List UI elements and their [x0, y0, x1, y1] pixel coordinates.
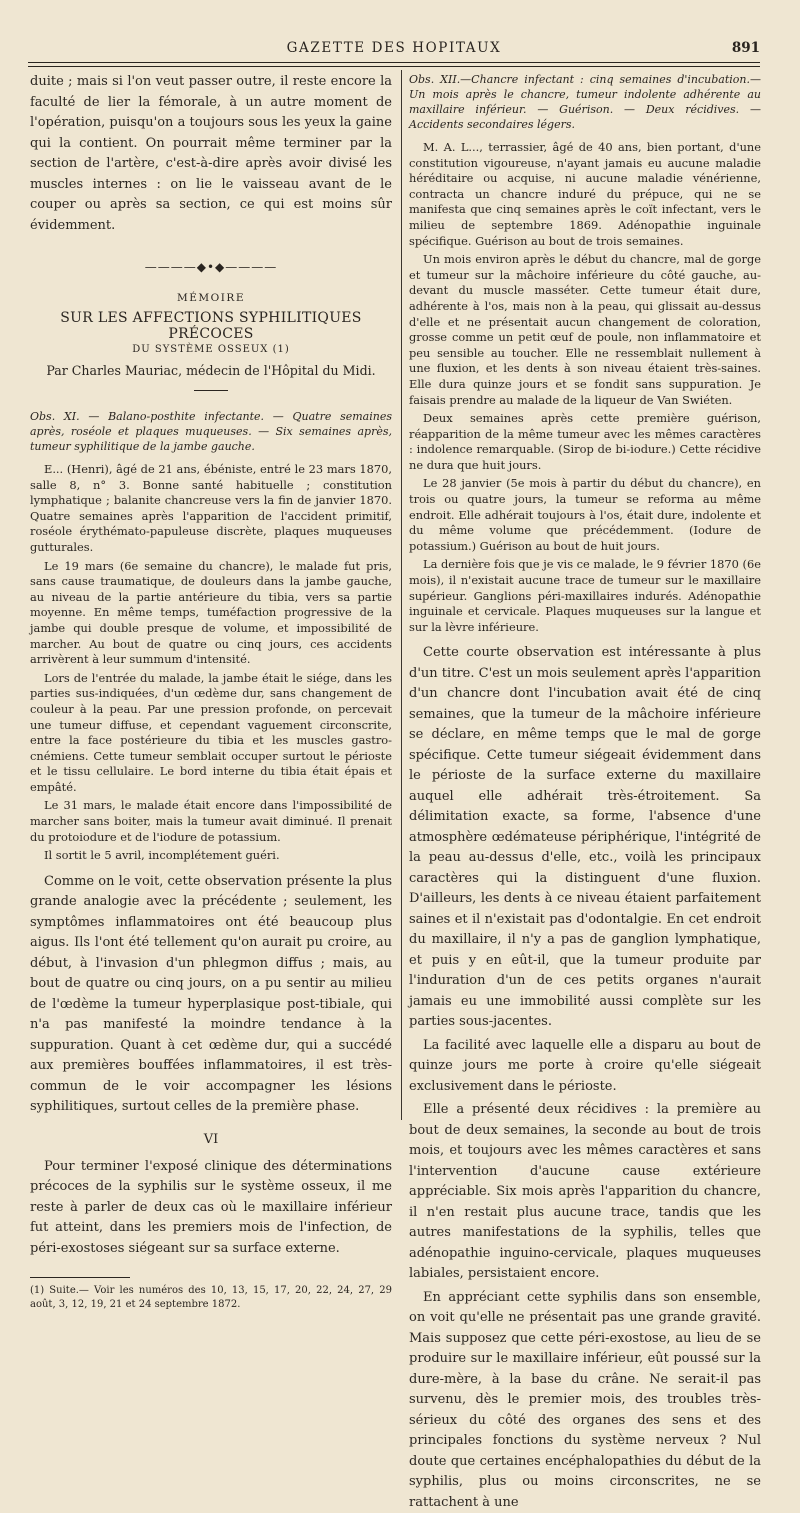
section-number: VI	[203, 1131, 219, 1147]
page-number: 891	[731, 40, 760, 56]
article-author: Par Charles Mauriac, médecin de l'Hôpital du Midi.	[46, 363, 376, 378]
article-subtitle: DU SYSTÈME OSSEUX (1)	[132, 344, 290, 355]
discussion-paragraph: La facilité avec laquelle elle a disparu au bout de quinze jours me porte à croire qu'elle siégeait exclusivement dans le périoste.	[409, 1037, 761, 1094]
memoire-label: MÉMOIRE	[177, 292, 245, 304]
right-column	[409, 72, 761, 1513]
intro-paragraph: duite ; mais si l'on veut passer outre, il reste encore la faculté de lier la fémorale, à un autre moment de l'opération, puisqu'on a toujours sous les yeux la gaine qui la contient. On pourrait même terminer par la section de l'artère, c'est-à-dire après avoir divisé les muscles internes : on lie le vaisseau avant de le couper ou après sa section, ce qui est moins sûr évidemment.	[30, 74, 392, 233]
obs12-paragraph: Le 28 janvier (5e mois à partir du début du chancre), en trois ou quatre jours, la tumeur se reforma au même endroit. Elle adhérait toujours à l'os, était dure, indolente et du même volume que précédemment. (Iodure de potassium.) Guérison au bout de huit jours.	[409, 476, 761, 553]
section6-paragraph: Pour terminer l'exposé clinique des déterminations précoces de la syphilis sur le système osseux, il me reste à parler de deux cas où le maxillaire inférieur fut atteint, dans les premiers mois de l'infection, de péri-exostoses siégeant sur sa surface externe.	[30, 1158, 392, 1256]
obs11-paragraph: E... (Henri), âgé de 21 ans, ébéniste, entré le 23 mars 1870, salle 8, n° 3. Bonne santé habituelle ; constitution lymphatique ; balanite chancreuse vers la fin de janvier 1870. Quatre semaines après l'apparition de l'accident primitif, roséole érythémato-papuleuse discrète, plaques muqueuses gutturales.	[30, 462, 392, 554]
obs11-paragraph: Le 19 mars (6e semaine du chancre), le malade fut pris, sans cause traumatique, de douleurs dans la jambe gauche, au niveau de la partie antérieure du tibia, vers sa partie moyenne. En même temps, tuméfaction progressive de la jambe qui double presque de volume, et impossibilité de marcher. Au bout de quatre ou cinq jours, ces accidents arrivèrent à leur summum d'intensité.	[30, 558, 392, 667]
discussion-paragraph: Cette courte observation est intéressante à plus d'un titre. C'est un mois seulement après l'apparition d'un chancre dont l'incubation avait été de cinq semaines, que la tumeur de la mâchoire inférieure se déclare, en même temps que le mal de gorge spécifique. Cette tumeur siégeait évidemment dans le périoste de la surface externe du maxillaire auquel elle adhérait très-étroitement. Sa délimitation exacte, sa forme, l'absence d'une atmosphère œdémateuse périphérique, l'intégrité de la peau au-dessus d'elle, etc., voilà les principaux caractères qui la distinguent d'une fluxion. D'ailleurs, les dents à ce niveau étaient parfaitement saines et il n'existait pas d'odontalgie. En cet endroit du maxillaire, il n'y a pas de ganglion lymphatique, et puis y en eût-il, que la tumeur produite par l'induration d'un de ces petits organes n'aurait jamais eu une immobilité aussi complète sur les parties sous-jacentes.	[409, 645, 761, 1030]
journal-title: GAZETTE DES HOPITAUX	[286, 40, 502, 56]
left-column	[30, 72, 392, 1311]
article-title: SUR LES AFFECTIONS SYPHILITIQUES PRÉCOCES	[60, 310, 362, 342]
column-divider	[401, 70, 402, 1120]
header-rule	[28, 62, 760, 63]
title-short-rule	[194, 390, 228, 391]
page-header	[28, 38, 760, 60]
obs12-paragraph: Un mois environ après le début du chancre, mal de gorge et tumeur sur la mâchoire inférieure du côté gauche, au-devant du muscle masséter. Cette tumeur était dure, adhérente à l'os, mais non à la peau, qui glissait au-dessus d'elle et ne présentait aucun changement de coloration, grosse comme un petit œuf de poule, non inflammatoire et peu sensible au toucher. Elle ne ressemblait nullement à une fluxion, et les dents à son niveau étaient très-saines. Elle dura quinze jours et se fondit sans suppuration. Je faisais prendre au malade de la liqueur de Van Swiéten.	[409, 252, 761, 407]
obs12-paragraph: Deux semaines après cette première guérison, réapparition de la même tumeur avec les mêmes caractères : indolence remarquable. (Sirop de bi-iodure.) Cette récidive ne dura que huit jours.	[409, 411, 761, 472]
obs11-paragraph: Le 31 mars, le malade était encore dans l'impossibilité de marcher sans boiter, mais la tumeur avait diminué. Il prenait du protoiodure et de l'iodure de potassium.	[30, 798, 392, 844]
footnote-rule	[30, 1277, 130, 1278]
section-ornament: ————◆•◆————	[144, 260, 278, 274]
discussion-paragraph: En appréciant cette syphilis dans son ensemble, on voit qu'elle ne présentait pas une grande gravité. Mais supposez que cette péri-exostose, au lieu de se produire sur le maxillaire inférieur, eût poussé sur la dure-mère, à la base du crâne. Ne serait-il pas survenu, dès le premier mois, des troubles très-sérieux du côté des organes des sens et des principales fonctions du système nerveux ? Nul doute que certaines encéphalopathies du début de la syphilis, plus ou moins circonscrites, ne se rattachent à une	[409, 1289, 761, 1510]
obs11-paragraph: Lors de l'entrée du malade, la jambe était le siége, dans les parties sus-indiquées, d'un œdème dur, sans changement de couleur à la peau. Par une pression profonde, on percevait une tumeur diffuse, et cependant vaguement circonscrite, entre la face postérieure du tibia et les muscles gastro-cnémiens. Cette tumeur semblait occuper surtout le périoste et le tissu cellulaire. Le bord interne du tibia était épais et empâté.	[30, 670, 392, 794]
obs11-heading: Obs. XI. — Balano-posthite infectante. — Quatre semaines après, roséole et plaques muqueuses. — Six semaines après, tumeur syphilitique de la jambe gauche.	[30, 410, 392, 453]
obs12-paragraph: La dernière fois que je vis ce malade, le 9 février 1870 (6e mois), il n'existait aucune trace de tumeur sur le maxillaire supérieur. Ganglions péri-maxillaires indurés. Adénopathie inguinale et cervicale. Plaques muqueuses sur la langue et sur la lèvre inférieure.	[409, 557, 761, 634]
obs11-paragraph: Il sortit le 5 avril, incomplétement guéri.	[44, 848, 280, 863]
comment-paragraph: Comme on le voit, cette observation présente la plus grande analogie avec la précédente ; seulement, les symptômes inflammatoires ont été beaucoup plus aigus. Ils l'ont été tellement qu'on aurait pu croire, au début, à l'invasion d'un phlegmon diffus ; mais, au bout de quatre ou cinq jours, on a pu sentir au milieu de l'œdème la tumeur hyperplasique post-tibiale, qui n'a pas manifesté la moindre tendance à la suppuration. Quant à cet œdème dur, qui a succédé aux premières bouffées inflammatoires, il est très-commun de le voir accompagner les lésions syphilitiques, surtout celles de la première phase.	[30, 873, 392, 1115]
header-rule-thin	[28, 66, 760, 67]
obs12-paragraph: M. A. L..., terrassier, âgé de 40 ans, bien portant, d'une constitution vigoureuse, n'ayant jamais eu aucune maladie héréditaire ou acquise, ni aucune maladie vénérienne, contracta un chancre induré du prépuce, qui ne se manifesta que cinq semaines après le coït infectant, vers le milieu de septembre 1869. Adénopathie inguinale spécifique. Guérison au bout de trois semaines.	[409, 140, 761, 248]
footnote: (1) Suite.— Voir les numéros des 10, 13, 15, 17, 20, 22, 24, 27, 29 août, 3, 12, 19, 21 et 24 septembre 1872.	[30, 1285, 392, 1310]
discussion-paragraph: Elle a présenté deux récidives : la première au bout de deux semaines, la seconde au bout de trois mois, et toujours avec les mêmes caractères et sans l'intervention d'aucune cause extérieure appréciable. Six mois après l'apparition du chancre, il n'en restait plus aucune trace, tandis que les autres manifestations de la syphilis, telles que adénopathie inguino-cervicale, plaques muqueuses labiales, persistaient encore.	[409, 1102, 761, 1282]
obs12-heading: Obs. XII.—Chancre infectant : cinq semaines d'incubation.— Un mois après le chancre, tumeur indolente adhérente au maxillaire inférieur. — Guérison. — Deux récidives. — Accidents secondaires légers.	[409, 73, 761, 131]
